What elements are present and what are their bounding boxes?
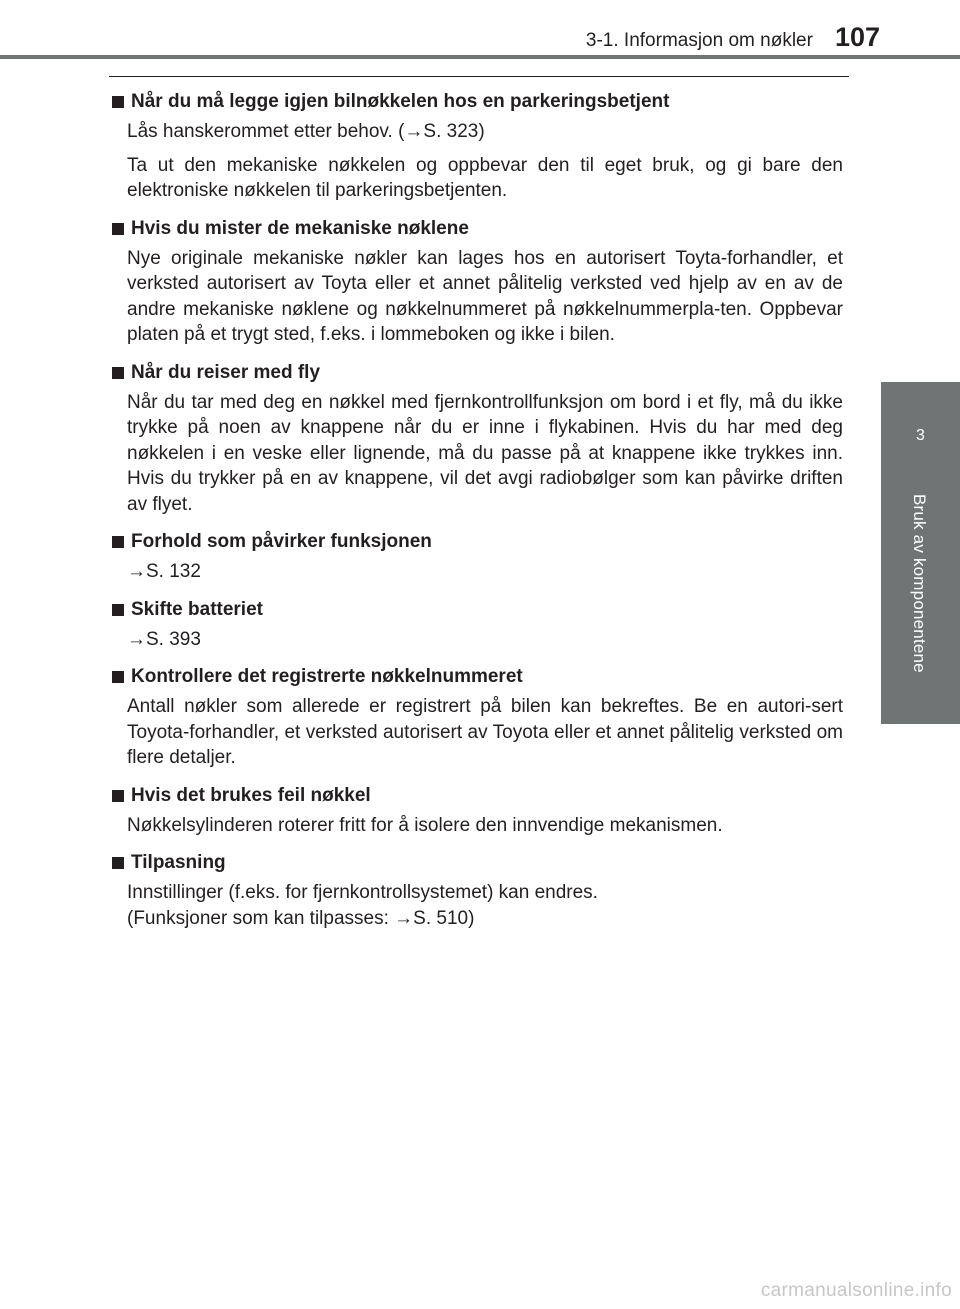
- page-reference: →S. 132: [127, 561, 201, 582]
- page-content: [109, 90, 843, 944]
- square-bullet-icon: [112, 671, 124, 683]
- item-paragraph: Nye originale mekaniske nøkler kan lages hos en autorisert Toyta-forhandler, et verksted autorisert av Toyta eller et annet pålitelig verksted ved hjelp av en av de andre mekaniske nøklene og nøkkelnummeret på nøkkelnummerpla-ten. Oppbevar platen på et trygt sted, f.eks. i lommeboken og ikke i bilen.: [127, 247, 843, 345]
- chapter-number: 3: [916, 427, 925, 444]
- info-item: [109, 530, 843, 585]
- chapter-title: Bruk av komponentene: [910, 494, 929, 673]
- item-paragraph: Nøkkelsylinderen roterer fritt for å isolere den innvendige mekanismen.: [127, 814, 723, 836]
- info-item: [109, 90, 843, 204]
- item-heading-text: Når du reiser med fly: [131, 361, 321, 383]
- item-heading: [109, 665, 843, 689]
- item-heading: [109, 90, 843, 114]
- item-heading: [109, 784, 843, 808]
- square-bullet-icon: [112, 790, 124, 802]
- item-paragraph: Når du tar med deg en nøkkel med fjernkontrollfunksjon om bord i et fly, må du ikke trykke på noen av knappene når du er inne i flykabinen. Hvis du har med deg nøkkelen i en veske eller lignende, må du passe på at knappene ikke trykkes inn. Hvis du trykker på en av knappene, vil det avgi radiobølger som kan påvirke driften av flyet.: [127, 391, 843, 515]
- item-heading: [109, 361, 843, 385]
- info-item: [109, 217, 843, 348]
- chapter-side-tab: [881, 382, 960, 724]
- item-heading-text: Kontrollere det registrerte nøkkelnummeret: [131, 666, 523, 687]
- item-heading: [109, 851, 843, 875]
- square-bullet-icon: [112, 96, 124, 108]
- square-bullet-icon: [112, 857, 124, 869]
- page-number: 107: [834, 22, 880, 52]
- header-rule: [0, 55, 960, 59]
- item-heading-text: Når du må legge igjen bilnøkkelen hos en parkeringsbetjent: [131, 91, 670, 112]
- square-bullet-icon: [112, 536, 124, 548]
- square-bullet-icon: [112, 367, 124, 379]
- item-paragraph: Antall nøkler som allerede er registrert på bilen kan bekreftes. Be en autori-sert Toyota-forhandler, et verksted autorisert av Toyota eller et annet pålitelig verksted om flere detaljer.: [127, 696, 843, 768]
- square-bullet-icon: [112, 604, 124, 616]
- info-item: [109, 665, 843, 771]
- item-heading: [109, 530, 843, 554]
- item-paragraph: Innstillinger (f.eks. for fjernkontrollsystemet) kan endres.: [127, 882, 598, 903]
- info-item: [109, 851, 843, 931]
- item-heading-text: Hvis det brukes feil nøkkel: [131, 784, 371, 806]
- content-divider: [109, 76, 849, 77]
- item-paragraph: Ta ut den mekaniske nøkkelen og oppbevar den til eget bruk, og gi bare den elektroniske nøkkelen til parkeringsbetjenten.: [127, 154, 843, 201]
- item-paragraph: (Funksjoner som kan tilpasses: →S. 510): [127, 907, 475, 929]
- item-heading: [109, 217, 843, 241]
- info-item: [109, 598, 843, 653]
- item-heading: [109, 598, 843, 622]
- watermark: carmanualsonline.info: [760, 1280, 952, 1301]
- item-heading-text: Hvis du mister de mekaniske nøklene: [131, 217, 469, 239]
- page-header: [586, 22, 880, 52]
- section-title: 3-1. Informasjon om nøkler: [585, 30, 813, 51]
- square-bullet-icon: [112, 223, 124, 235]
- item-heading-text: Forhold som påvirker funksjonen: [131, 531, 432, 552]
- item-heading-text: Tilpasning: [131, 852, 226, 873]
- info-item: [109, 361, 843, 518]
- item-heading-text: Skifte batteriet: [131, 598, 263, 620]
- page-reference: →S. 393: [127, 628, 201, 650]
- info-item: [109, 784, 843, 839]
- item-paragraph: Lås hanskerommet etter behov. (→S. 323): [127, 121, 485, 142]
